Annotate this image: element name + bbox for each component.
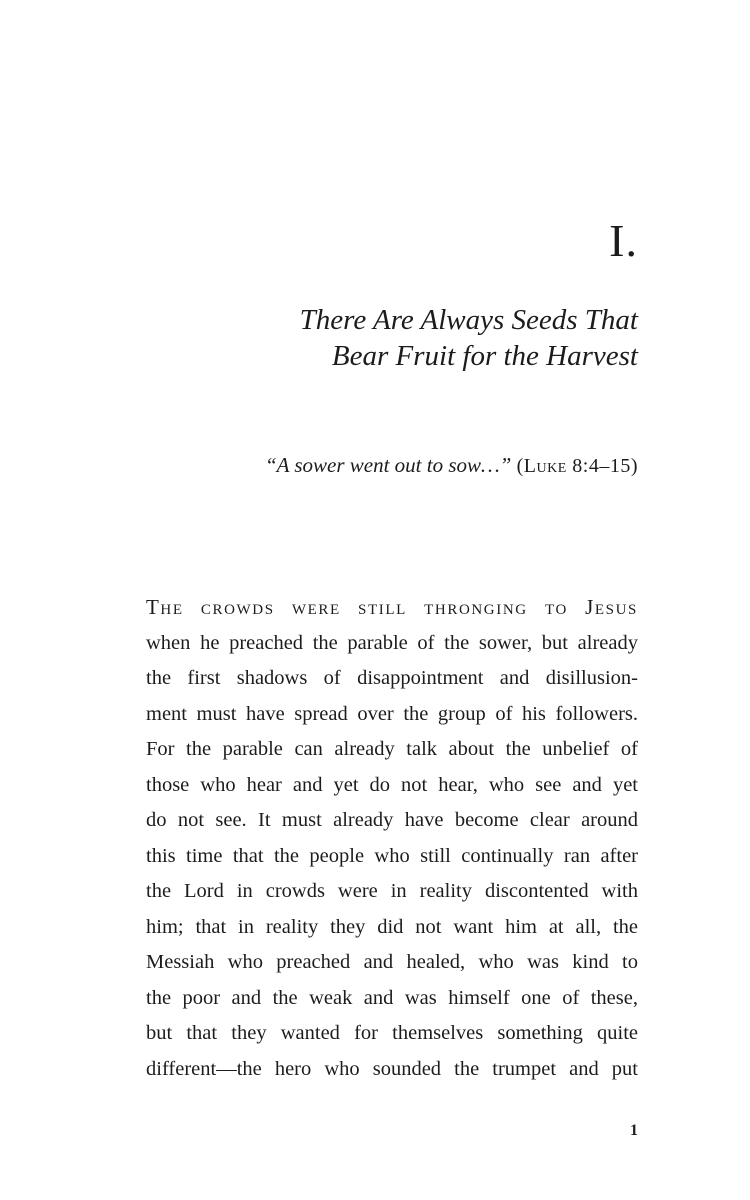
chapter-number: I. — [609, 215, 638, 266]
epigraph — [118, 450, 638, 481]
body-line: those who hear and yet do not hear, who see and yet — [146, 773, 638, 796]
body-line: ment must have spread over the group of his followers. — [146, 702, 638, 725]
body-paragraph — [146, 590, 638, 1087]
body-line-lead-in: The crowds were still thronging to Jesus — [146, 595, 638, 619]
chapter-title-line-1: There Are Always Seeds That — [299, 304, 638, 336]
body-line: the poor and the weak and was himself one of these, — [146, 986, 638, 1009]
body-line: the Lord in crowds were in reality discontented with — [146, 880, 638, 902]
page-number: 1 — [630, 1122, 638, 1139]
body-line: but that they wanted for themselves something quite — [146, 1022, 638, 1044]
body-line: different—the hero who sounded the trumpet and put — [146, 1057, 638, 1080]
body-line: him; that in reality they did not want him at all, the — [146, 915, 638, 938]
body-line: the first shadows of disappointment and disillusion- — [146, 667, 638, 689]
body-line: when he preached the parable of the sower, but already — [146, 631, 638, 654]
epigraph-quote: “A sower went out to sow…” — [264, 453, 512, 477]
epigraph-reference: (Luke 8:4–15) — [516, 455, 638, 477]
chapter-title-line-2: Bear Fruit for the Harvest — [331, 340, 638, 372]
chapter-title — [158, 302, 638, 374]
body-line: this time that the people who still continually ran after — [146, 844, 638, 867]
body-line: For the parable can already talk about the unbelief of — [146, 738, 638, 760]
body-line: do not see. It must already have become clear around — [146, 809, 638, 831]
body-line: Messiah who preached and healed, who was kind to — [146, 951, 638, 973]
